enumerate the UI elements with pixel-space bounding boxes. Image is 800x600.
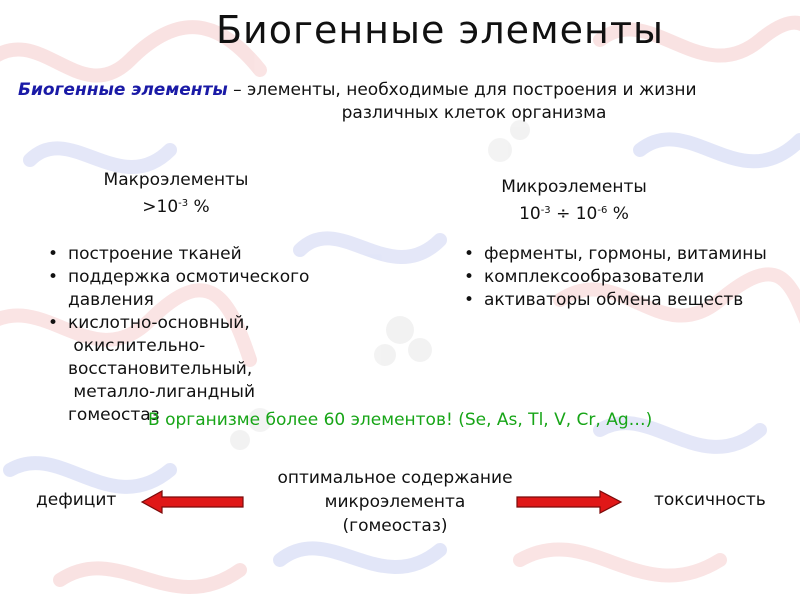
list-item: • активаторы обмена веществ [458, 289, 800, 312]
definition-line-2: различных клеток организма [341, 103, 607, 123]
optimal-content-label: оптимальное содержание микроэлемента (гомеостаз) [277, 468, 513, 536]
list-item: • кислотно-основный, окислительно- восстановительный, металло-лигандный гомеостаз [42, 312, 382, 427]
list-item: • поддержка осмотического давления [42, 266, 382, 312]
definition-text: – элементы, необходимые для построения и жизни [227, 80, 697, 100]
right-arrow-icon [514, 489, 624, 515]
list-item: • комплексообразователи [458, 266, 800, 289]
deficit-label: дефицит [36, 490, 117, 510]
microelements-title: Микроэлементы [501, 177, 647, 197]
left-arrow-icon [140, 489, 246, 515]
elements-count-note: В организме более 60 элементов! (Se, As, Tl, V, Cr, Ag…) [148, 410, 653, 430]
microelements-list [458, 243, 800, 312]
list-item: • построение тканей [42, 243, 382, 266]
macroelements-list [42, 243, 382, 427]
microelements-range: $10^{-3} \div 10^{-6}$ % [519, 204, 629, 224]
microelements-heading [474, 175, 674, 226]
macroelements-title: Макроэлементы [103, 170, 249, 190]
macroelements-heading [70, 168, 282, 219]
definition-line [18, 79, 697, 101]
list-item: • ферменты, гормоны, витамины [458, 243, 800, 266]
slide-title: Биогенные элементы [215, 8, 665, 52]
definition-term: Биогенные элементы [18, 80, 228, 100]
macroelements-range: $>10^{-3}$ % [142, 197, 210, 217]
toxicity-label: токсичность [654, 490, 766, 510]
